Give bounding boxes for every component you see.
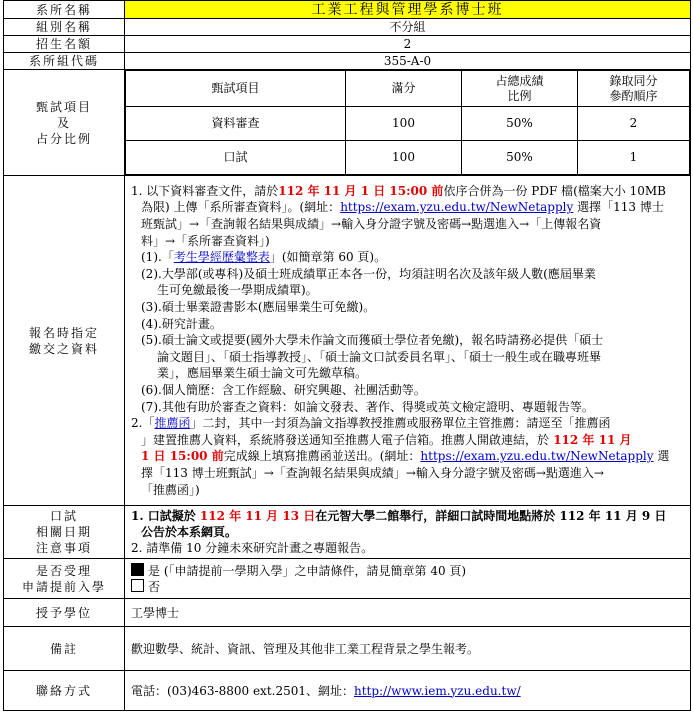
early-no-option: 否 — [131, 579, 684, 595]
exam-item-name: 資料審查 — [126, 107, 346, 141]
exam-table-cell — [125, 70, 691, 176]
dept-label: 系所名稱 — [4, 1, 125, 19]
exam-item-order: 1 — [578, 141, 690, 175]
exam-item-ratio: 50% — [462, 141, 578, 175]
exam-item-name: 口試 — [126, 141, 346, 175]
exam-header-item: 甄試項目 — [126, 71, 346, 107]
quota-value: 2 — [125, 36, 691, 53]
early-options — [125, 559, 691, 599]
docs-paragraph-1: 1. 以下資料審查文件，請於112 年 11 月 1 日 15:00 前依序合併為一份 PDF 檔(檔案大小 10MB — [131, 183, 666, 198]
dept-value: 工業工程與管理學系博士班 — [125, 1, 691, 19]
exam-label-line: 及 — [56, 115, 71, 130]
code-label: 系所組代碼 — [4, 53, 125, 70]
degree-label: 授予學位 — [4, 599, 125, 627]
oral-line-2: 2. 請準備 10 分鐘未來研究計畫之專題報告。 — [131, 541, 374, 555]
exam-header-order: 錄取同分 參酌順序 — [578, 71, 690, 107]
dept-website-link[interactable]: http://www.iem.yzu.edu.tw/ — [354, 683, 521, 698]
exam-item-order: 2 — [578, 107, 690, 141]
degree-value: 工學博士 — [125, 599, 691, 627]
exam-header-full: 滿分 — [346, 71, 462, 107]
apply-link-2[interactable]: https://exam.yzu.edu.tw/NewNetapply — [420, 449, 654, 464]
early-label: 是否受理 申請提前入學 — [4, 559, 125, 599]
checkbox-checked-icon — [131, 563, 144, 576]
code-value: 355-A-0 — [125, 53, 691, 70]
exam-label-line: 甄試項目 — [35, 99, 92, 114]
exam-item-ratio: 50% — [462, 107, 578, 141]
apply-link[interactable]: https://exam.yzu.edu.tw/NewNetapply — [340, 200, 574, 215]
docs-item-6: (6).個人簡歷：含工作經驗、研究興趣、社團活動等。 — [141, 382, 426, 397]
resume-form-link[interactable]: 考生學經歷彙整表 — [173, 250, 270, 265]
exam-table — [125, 70, 690, 175]
exam-item-full: 100 — [346, 141, 462, 175]
oral-label: 口試 相關日期 注意事項 — [4, 506, 125, 559]
admission-info-table — [3, 0, 690, 711]
note-label: 備註 — [4, 627, 125, 671]
docs-item-2: (2).大學部(或專科)及碩士班成績單正本各一份，均須註明名次及該年級人數(應屆畢業 — [141, 266, 596, 281]
oral-line-1: 1. 口試擬於 112 年 11 月 13 日在元智大學二館舉行，詳細口試時間地點將於 112 年 11 月 9 日 — [131, 509, 667, 523]
recommendation-link[interactable]: 推薦函 — [154, 416, 191, 431]
exam-header-ratio: 占總成績 比例 — [462, 71, 578, 107]
docs-item-1: (1).「考生學經歷彙整表」(如簡章第 60 頁)。 — [141, 250, 387, 265]
group-value: 不分組 — [125, 19, 691, 36]
oral-content: 1. 口試擬於 112 年 11 月 13 日在元智大學二館舉行，詳細口試時間地點將於 112 年 11 月 9 日 公告於本系網頁。 2. 請準備 10 分鐘未來研究計畫之專題報告。 — [125, 506, 691, 559]
exam-label — [4, 70, 125, 176]
docs-paragraph-2: 2.「推薦函」二封，其中一封須為論文指導教授推薦或服務單位主管推薦：請逕至「推薦函 — [131, 416, 611, 431]
quota-label: 招生名額 — [4, 36, 125, 53]
exam-label-line: 占分比例 — [35, 131, 92, 146]
group-label: 組別名稱 — [4, 19, 125, 36]
contact-value: 電話：(03)463-8800 ext.2501、網址：http://www.iem.yzu.edu.tw/ — [125, 671, 691, 711]
early-yes-option: 是 (「申請提前一學期入學」之申請條件，請見簡章第 40 頁) — [131, 563, 684, 579]
docs-label: 報名時指定 繳交之資料 — [4, 176, 125, 506]
checkbox-empty-icon — [131, 579, 144, 592]
docs-item-3: (3).碩士畢業證書影本(應屆畢業生可免繳)。 — [141, 300, 376, 315]
exam-item-full: 100 — [346, 107, 462, 141]
docs-item-7: (7).其他有助於審查之資料：如論文發表、著作、得獎或英文檢定證明、專題報告等。 — [141, 399, 594, 414]
docs-item-4: (4).研究計畫。 — [141, 316, 222, 331]
note-value: 歡迎數學、統計、資訊、管理及其他非工業工程背景之學生報考。 — [125, 627, 691, 671]
docs-content: 1. 以下資料審查文件，請於112 年 11 月 1 日 15:00 前依序合併為一份 PDF 檔(檔案大小 10MB 為限) 上傳「系所審查資料」。(網址：https://exam.yzu.edu.tw/NewNetapply 選擇「113 博士 班甄試」→「查詢報名結果與成績」→輸入身分證字號及密碼→點選進入→「上傳報名資 料」→「系所審查資料」) (1).「考生學經歷彙整表」(如簡章第 60 頁)。 (2).大學部(或專科)及碩士班成績單正本各一份，均須註明名次及該年級人數(應屆畢業 生可免繳最後一學期成績單)。 (3).碩士畢業證書影本(應屆畢業生可免繳)。 (4).研究計畫。 (5).碩士論文或提要(國外大學未作論文而獲碩士學位者免繳)，報名時請務必提供「碩士 論文題目」、「碩士指導教授」、「碩士論文口試委員名單」、「碩士一般生或在職專班畢 業」，應屆畢業生碩士論文可先繳草稿。 (6).個人簡歷：含工作經驗、研究興趣、社團活動等。 (7).其他有助於審查之資料：如論文發表、著作、得獎或英文檢定證明、專題報告等。 2.「推薦函」二封，其中一封須為論文指導教授推薦或服務單位主管推薦：請逕至「推薦函 」建置推薦人資料，系統將發送通知至推薦人電子信箱。推薦人開啟連結，於 112 年 11 月 1 日 15:00 前完成線上填寫推薦函並送出。(網址：https://exam.yzu.edu.tw/NewNetapply 選 擇「113 博士班甄試」→「查詢報名結果與成績」→輸入身分證字號及密碼→點選進入→ 「推薦函」) — [125, 176, 691, 506]
docs-item-5: (5).碩士論文或提要(國外大學未作論文而獲碩士學位者免繳)，報名時請務必提供「碩士 — [141, 333, 604, 348]
contact-label: 聯絡方式 — [4, 671, 125, 711]
